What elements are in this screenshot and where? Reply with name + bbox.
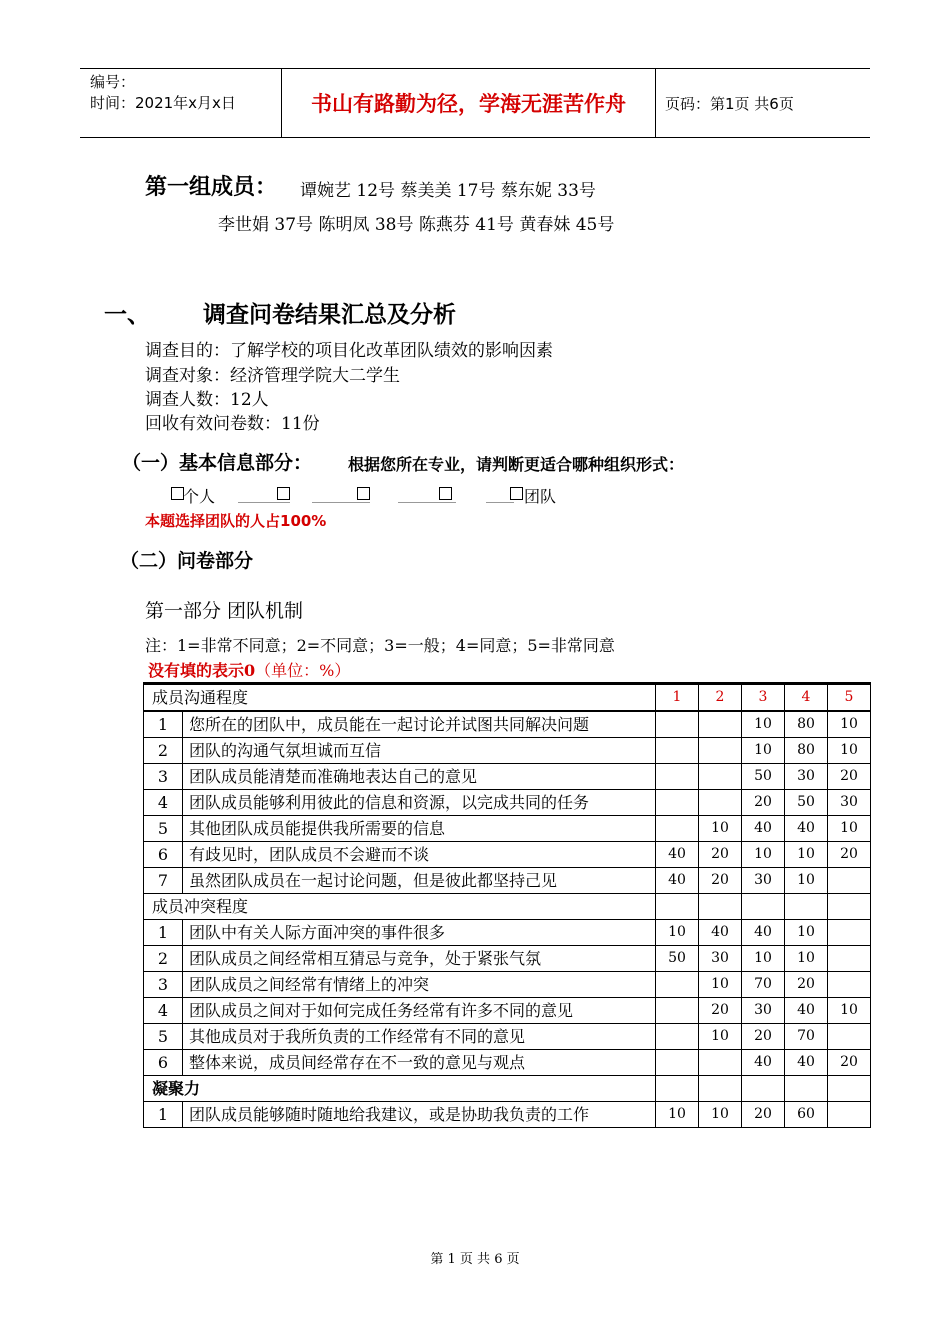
value-cell-5: 10 <box>828 998 871 1024</box>
value-cell-1: 40 <box>656 868 699 894</box>
row-number: 4 <box>144 998 183 1024</box>
table-row <box>144 920 871 946</box>
row-statement: 团队成员能清楚而准确地表达自己的意见 <box>183 764 656 790</box>
row-statement: 整体来说，成员间经常存在不一致的意见与观点 <box>183 1050 656 1076</box>
members-label: 第一组成员： <box>145 175 278 200</box>
value-cell-2: 20 <box>699 842 742 868</box>
serial-label: 编号： <box>90 73 136 91</box>
value-cell-2: 10 <box>699 1024 742 1050</box>
value-cell-4: 30 <box>785 764 828 790</box>
time-label: 时间：2021年x月x日 <box>90 94 236 112</box>
value-cell-1: 10 <box>656 920 699 946</box>
value-cell-4: 60 <box>785 1102 828 1128</box>
option-blank-line <box>398 502 456 503</box>
row-statement: 您所在的团队中，成员能在一起讨论并试图共同解决问题 <box>183 711 656 738</box>
value-cell-3: 20 <box>742 790 785 816</box>
row-statement: 团队成员之间对于如何完成任务经常有许多不同的意见 <box>183 998 656 1024</box>
scale-header: 3 <box>742 684 785 712</box>
table-row <box>144 764 871 790</box>
basic-info-label: （一）基本信息部分： <box>122 452 313 474</box>
value-cell-2: 10 <box>699 972 742 998</box>
value-cell-2 <box>699 764 742 790</box>
value-cell-3: 10 <box>742 946 785 972</box>
option-checkbox-3[interactable] <box>357 487 370 500</box>
value-cell-1: 40 <box>656 842 699 868</box>
empty-note <box>148 658 350 681</box>
questionnaire-label: （二）问卷部分 <box>120 550 254 572</box>
value-cell-5: 10 <box>828 711 871 738</box>
empty-note-bold: 没有填的表示0 <box>148 661 256 680</box>
section-number: 一、 <box>104 302 150 328</box>
value-cell-4: 10 <box>785 920 828 946</box>
value-cell-1 <box>656 738 699 764</box>
team-result-note: 本题选择团队的人占100% <box>145 512 327 530</box>
value-cell-4: 40 <box>785 1050 828 1076</box>
value-cell-2: 20 <box>699 868 742 894</box>
value-cell-4: 40 <box>785 998 828 1024</box>
survey-purpose: 调查目的：了解学校的项目化改革团队绩效的影响因素 <box>145 341 553 361</box>
header-motto: 书山有路勤为径，学海无涯苦作舟 <box>281 69 656 137</box>
table-row <box>144 738 871 764</box>
members-line-1: 谭婉艺 12号 蔡美美 17号 蔡东妮 33号 <box>300 181 596 201</box>
table-row <box>144 998 871 1024</box>
option-row <box>170 484 590 506</box>
table-row <box>144 868 871 894</box>
table-row <box>144 790 871 816</box>
value-cell-1 <box>656 816 699 842</box>
empty-cell <box>742 1076 785 1102</box>
value-cell-3: 20 <box>742 1102 785 1128</box>
row-number: 4 <box>144 790 183 816</box>
row-statement: 团队成员能够利用彼此的信息和资源，以完成共同的任务 <box>183 790 656 816</box>
row-statement: 团队成员之间经常有情绪上的冲突 <box>183 972 656 998</box>
row-statement: 团队成员能够随时随地给我建议，或是协助我负责的工作 <box>183 1102 656 1128</box>
page-header <box>80 68 870 138</box>
empty-cell <box>656 1076 699 1102</box>
value-cell-2 <box>699 711 742 738</box>
value-cell-1 <box>656 711 699 738</box>
value-cell-3: 40 <box>742 920 785 946</box>
results-table <box>143 682 871 1128</box>
option-checkbox-4[interactable] <box>439 487 452 500</box>
value-cell-1 <box>656 764 699 790</box>
row-number: 7 <box>144 868 183 894</box>
survey-valid-count: 回收有效问卷数：11份 <box>145 414 320 434</box>
value-cell-2: 10 <box>699 1102 742 1128</box>
value-cell-3: 10 <box>742 711 785 738</box>
value-cell-1: 50 <box>656 946 699 972</box>
table-row <box>144 972 871 998</box>
category-row <box>144 1076 871 1102</box>
value-cell-5 <box>828 920 871 946</box>
empty-cell <box>828 1076 871 1102</box>
value-cell-5: 30 <box>828 790 871 816</box>
value-cell-1 <box>656 972 699 998</box>
value-cell-3: 10 <box>742 738 785 764</box>
empty-note-unit: （单位：%） <box>255 661 351 680</box>
scale-header: 4 <box>785 684 828 712</box>
table-row <box>144 1024 871 1050</box>
scale-header: 2 <box>699 684 742 712</box>
option-team-checkbox[interactable] <box>510 487 523 500</box>
option-blank-line <box>238 502 290 503</box>
empty-cell <box>785 894 828 920</box>
value-cell-1 <box>656 1024 699 1050</box>
scale-note: 注：1=非常不同意；2=不同意；3=一般；4=同意；5=非常同意 <box>145 636 615 655</box>
value-cell-5 <box>828 1102 871 1128</box>
value-cell-1 <box>656 998 699 1024</box>
value-cell-5: 20 <box>828 764 871 790</box>
value-cell-4: 80 <box>785 711 828 738</box>
empty-cell <box>828 894 871 920</box>
value-cell-3: 50 <box>742 764 785 790</box>
empty-cell <box>699 894 742 920</box>
value-cell-4: 50 <box>785 790 828 816</box>
page-footer: 第 1 页 共 6 页 <box>430 1252 520 1267</box>
row-number: 1 <box>144 1102 183 1128</box>
row-number: 6 <box>144 842 183 868</box>
value-cell-5 <box>828 1024 871 1050</box>
row-statement: 团队的沟通气氛坦诚而互信 <box>183 738 656 764</box>
value-cell-5: 20 <box>828 842 871 868</box>
part-title: 第一部分 团队机制 <box>145 600 304 622</box>
value-cell-2: 40 <box>699 920 742 946</box>
value-cell-4: 10 <box>785 842 828 868</box>
option-blank-line <box>312 502 370 503</box>
row-statement: 有歧见时，团队成员不会避而不谈 <box>183 842 656 868</box>
value-cell-4: 70 <box>785 1024 828 1050</box>
row-statement: 团队中有关人际方面冲突的事件很多 <box>183 920 656 946</box>
value-cell-5: 10 <box>828 738 871 764</box>
table-row <box>144 711 871 738</box>
row-statement: 团队成员之间经常相互猜忌与竞争，处于紧张气氛 <box>183 946 656 972</box>
value-cell-3: 30 <box>742 998 785 1024</box>
category-name: 成员冲突程度 <box>144 894 656 920</box>
empty-cell <box>785 1076 828 1102</box>
row-number: 5 <box>144 816 183 842</box>
empty-cell <box>699 1076 742 1102</box>
row-number: 6 <box>144 1050 183 1076</box>
row-number: 1 <box>144 711 183 738</box>
row-statement: 虽然团队成员在一起讨论问题，但是彼此都坚持己见 <box>183 868 656 894</box>
empty-cell <box>742 894 785 920</box>
survey-count: 调查人数：12人 <box>145 390 269 410</box>
option-checkbox-2[interactable] <box>277 487 290 500</box>
row-statement: 其他成员对于我所负责的工作经常有不同的意见 <box>183 1024 656 1050</box>
row-number: 3 <box>144 972 183 998</box>
value-cell-4: 80 <box>785 738 828 764</box>
value-cell-3: 10 <box>742 842 785 868</box>
value-cell-2 <box>699 1050 742 1076</box>
basic-info-question: 根据您所在专业，请判断更适合哪种组织形式： <box>348 455 685 474</box>
row-number: 5 <box>144 1024 183 1050</box>
table-row <box>144 946 871 972</box>
value-cell-1: 10 <box>656 1102 699 1128</box>
option-team-label: 团队 <box>524 487 557 506</box>
row-number: 2 <box>144 946 183 972</box>
value-cell-2: 20 <box>699 998 742 1024</box>
value-cell-4: 20 <box>785 972 828 998</box>
row-number: 1 <box>144 920 183 946</box>
value-cell-5: 10 <box>828 816 871 842</box>
value-cell-4: 40 <box>785 816 828 842</box>
category-row <box>144 684 871 712</box>
option-individual-label: 个人 <box>183 487 216 506</box>
value-cell-5: 20 <box>828 1050 871 1076</box>
header-meta <box>90 72 236 114</box>
value-cell-3: 30 <box>742 868 785 894</box>
value-cell-1 <box>656 1050 699 1076</box>
value-cell-4: 10 <box>785 946 828 972</box>
empty-cell <box>656 894 699 920</box>
value-cell-2: 10 <box>699 816 742 842</box>
scale-header: 1 <box>656 684 699 712</box>
row-number: 3 <box>144 764 183 790</box>
survey-target: 调查对象：经济管理学院大二学生 <box>145 366 400 386</box>
row-number: 2 <box>144 738 183 764</box>
option-blank-line <box>486 502 514 503</box>
row-statement: 其他团队成员能提供我所需要的信息 <box>183 816 656 842</box>
value-cell-2: 30 <box>699 946 742 972</box>
value-cell-5 <box>828 868 871 894</box>
table-row <box>144 842 871 868</box>
value-cell-1 <box>656 790 699 816</box>
category-name: 成员沟通程度 <box>144 684 656 712</box>
members-line-2: 李世娟 37号 陈明凤 38号 陈燕芬 41号 黄春妹 45号 <box>218 215 615 235</box>
value-cell-2 <box>699 790 742 816</box>
value-cell-3: 40 <box>742 816 785 842</box>
value-cell-3: 20 <box>742 1024 785 1050</box>
value-cell-4: 10 <box>785 868 828 894</box>
value-cell-5 <box>828 972 871 998</box>
table-row <box>144 816 871 842</box>
category-row <box>144 894 871 920</box>
value-cell-5 <box>828 946 871 972</box>
table-row <box>144 1102 871 1128</box>
section-title: 调查问卷结果汇总及分析 <box>203 302 456 328</box>
value-cell-2 <box>699 738 742 764</box>
scale-header: 5 <box>828 684 871 712</box>
value-cell-3: 70 <box>742 972 785 998</box>
header-page-label: 页码：第1页 共6页 <box>665 95 794 113</box>
table-row <box>144 1050 871 1076</box>
value-cell-3: 40 <box>742 1050 785 1076</box>
category-name: 凝聚力 <box>144 1076 656 1102</box>
